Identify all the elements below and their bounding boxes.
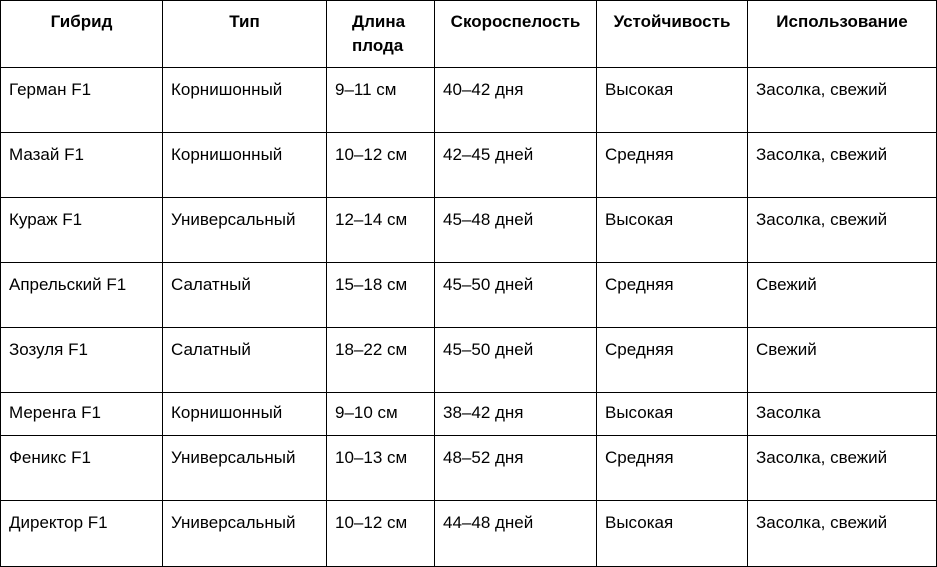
cell-hybrid: Меренга F1 [1,393,163,436]
cell-usage: Засолка, свежий [748,68,937,133]
cell-fruit-length: 10–12 см [327,501,435,567]
cell-type: Универсальный [163,501,327,567]
table-row [1,501,937,567]
cell-usage: Засолка [748,393,937,436]
cell-earliness: 45–50 дней [435,328,597,393]
cell-earliness: 48–52 дня [435,436,597,501]
cell-type: Корнишонный [163,68,327,133]
cell-fruit-length: 9–10 см [327,393,435,436]
cell-type: Корнишонный [163,133,327,198]
header-resistance: Устойчивость [597,1,748,68]
cell-earliness: 44–48 дней [435,501,597,567]
cell-usage: Свежий [748,263,937,328]
cell-resistance: Средняя [597,263,748,328]
cell-resistance: Средняя [597,328,748,393]
header-row [1,1,937,68]
header-hybrid: Гибрид [1,1,163,68]
cell-type: Корнишонный [163,393,327,436]
header-type: Тип [163,1,327,68]
cell-resistance: Высокая [597,198,748,263]
table-row [1,436,937,501]
cell-usage: Засолка, свежий [748,436,937,501]
cell-hybrid: Феникс F1 [1,436,163,501]
cell-fruit-length: 10–13 см [327,436,435,501]
cell-fruit-length: 12–14 см [327,198,435,263]
cell-resistance: Высокая [597,393,748,436]
table-body [1,68,937,567]
cell-usage: Засолка, свежий [748,501,937,567]
cell-fruit-length: 18–22 см [327,328,435,393]
table-row [1,198,937,263]
cell-resistance: Высокая [597,501,748,567]
cell-earliness: 38–42 дня [435,393,597,436]
cell-usage: Засолка, свежий [748,133,937,198]
cell-hybrid: Герман F1 [1,68,163,133]
cell-hybrid: Апрельский F1 [1,263,163,328]
table-row [1,393,937,436]
cell-fruit-length: 15–18 см [327,263,435,328]
table-header [1,1,937,68]
cell-type: Салатный [163,263,327,328]
cell-hybrid: Зозуля F1 [1,328,163,393]
cell-hybrid: Директор F1 [1,501,163,567]
cell-earliness: 42–45 дней [435,133,597,198]
table-row [1,133,937,198]
cell-hybrid: Мазай F1 [1,133,163,198]
cell-earliness: 40–42 дня [435,68,597,133]
cell-type: Универсальный [163,198,327,263]
header-usage: Использование [748,1,937,68]
cell-type: Универсальный [163,436,327,501]
cell-usage: Свежий [748,328,937,393]
cell-fruit-length: 9–11 см [327,68,435,133]
cell-resistance: Средняя [597,133,748,198]
table-row [1,263,937,328]
cell-hybrid: Кураж F1 [1,198,163,263]
header-fruit-length: Длина плода [327,1,435,68]
cell-usage: Засолка, свежий [748,198,937,263]
cell-earliness: 45–50 дней [435,263,597,328]
cell-fruit-length: 10–12 см [327,133,435,198]
header-earliness: Скороспелость [435,1,597,68]
table-row [1,328,937,393]
cell-earliness: 45–48 дней [435,198,597,263]
cell-type: Салатный [163,328,327,393]
cell-resistance: Высокая [597,68,748,133]
cell-resistance: Средняя [597,436,748,501]
table-row [1,68,937,133]
